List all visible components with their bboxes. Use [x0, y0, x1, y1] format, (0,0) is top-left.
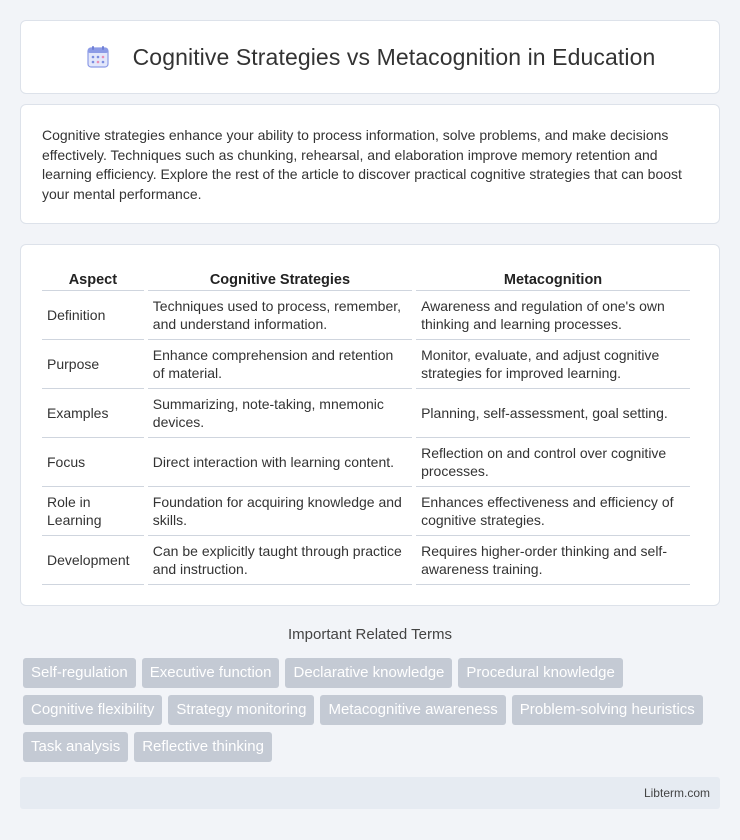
footer-site-link[interactable]: Libterm.com: [643, 786, 710, 800]
related-term-tag[interactable]: Metacognitive awareness: [320, 695, 505, 725]
table-row: [42, 487, 690, 536]
row-metacognition: Monitor, evaluate, and adjust cognitive strategies for improved learning.: [416, 340, 690, 389]
row-cognitive: Direct interaction with learning content.: [148, 438, 412, 487]
row-metacognition: Enhances effectiveness and efficiency of cognitive strategies.: [416, 487, 690, 536]
related-term-tag[interactable]: Reflective thinking: [134, 732, 272, 762]
related-terms-heading: Important Related Terms: [288, 626, 452, 643]
footer: [20, 777, 720, 809]
table-header-row: [42, 265, 690, 291]
column-header-metacognition: Metacognition: [416, 265, 690, 291]
related-term-tag[interactable]: Problem-solving heuristics: [512, 695, 703, 725]
table-row: [42, 389, 690, 438]
row-cognitive: Techniques used to process, remember, and understand information.: [148, 291, 412, 340]
intro-card: [20, 104, 720, 224]
related-term-tag[interactable]: Declarative knowledge: [285, 658, 452, 688]
row-aspect: Examples: [42, 389, 144, 438]
row-metacognition: Awareness and regulation of one's own thinking and learning processes.: [416, 291, 690, 340]
row-cognitive: Summarizing, note-taking, mnemonic devices.: [148, 389, 412, 438]
row-metacognition: Requires higher-order thinking and self-awareness training.: [416, 536, 690, 585]
table-row: [42, 438, 690, 487]
row-aspect: Development: [42, 536, 144, 585]
row-cognitive: Can be explicitly taught through practice and instruction.: [148, 536, 412, 585]
related-term-tag[interactable]: Self-regulation: [23, 658, 136, 688]
page-title: Cognitive Strategies vs Metacognition in Education: [132, 43, 656, 70]
row-cognitive: Enhance comprehension and retention of material.: [148, 340, 412, 389]
table-row: [42, 291, 690, 340]
related-term-tag[interactable]: Cognitive flexibility: [23, 695, 162, 725]
row-metacognition: Reflection on and control over cognitive processes.: [416, 438, 690, 487]
related-term-tag[interactable]: Strategy monitoring: [168, 695, 314, 725]
row-aspect: Role in Learning: [42, 487, 144, 536]
row-metacognition: Planning, self-assessment, goal setting.: [416, 389, 690, 438]
related-terms-list: [23, 658, 723, 762]
related-term-tag[interactable]: Task analysis: [23, 732, 128, 762]
column-header-cognitive-strategies: Cognitive Strategies: [148, 265, 412, 291]
calendar-icon: [85, 44, 111, 70]
intro-paragraph: Cognitive strategies enhance your ability to process information, solve problems, and make decisions effectively. Techniques such as chunking, rehearsal, and elaboration improve memory retention and learning efficiency. Explore the rest of the article to discover practical cognitive strategies that can boost your mental performance.: [42, 127, 682, 202]
title-card: [20, 20, 720, 94]
related-term-tag[interactable]: Procedural knowledge: [458, 658, 622, 688]
row-aspect: Purpose: [42, 340, 144, 389]
comparison-table-card: [20, 244, 720, 606]
table-row: [42, 536, 690, 585]
related-term-tag[interactable]: Executive function: [142, 658, 280, 688]
comparison-table: [38, 265, 694, 585]
row-cognitive: Foundation for acquiring knowledge and skills.: [148, 487, 412, 536]
column-header-aspect: Aspect: [42, 265, 144, 291]
row-aspect: Definition: [42, 291, 144, 340]
table-row: [42, 340, 690, 389]
row-aspect: Focus: [42, 438, 144, 487]
